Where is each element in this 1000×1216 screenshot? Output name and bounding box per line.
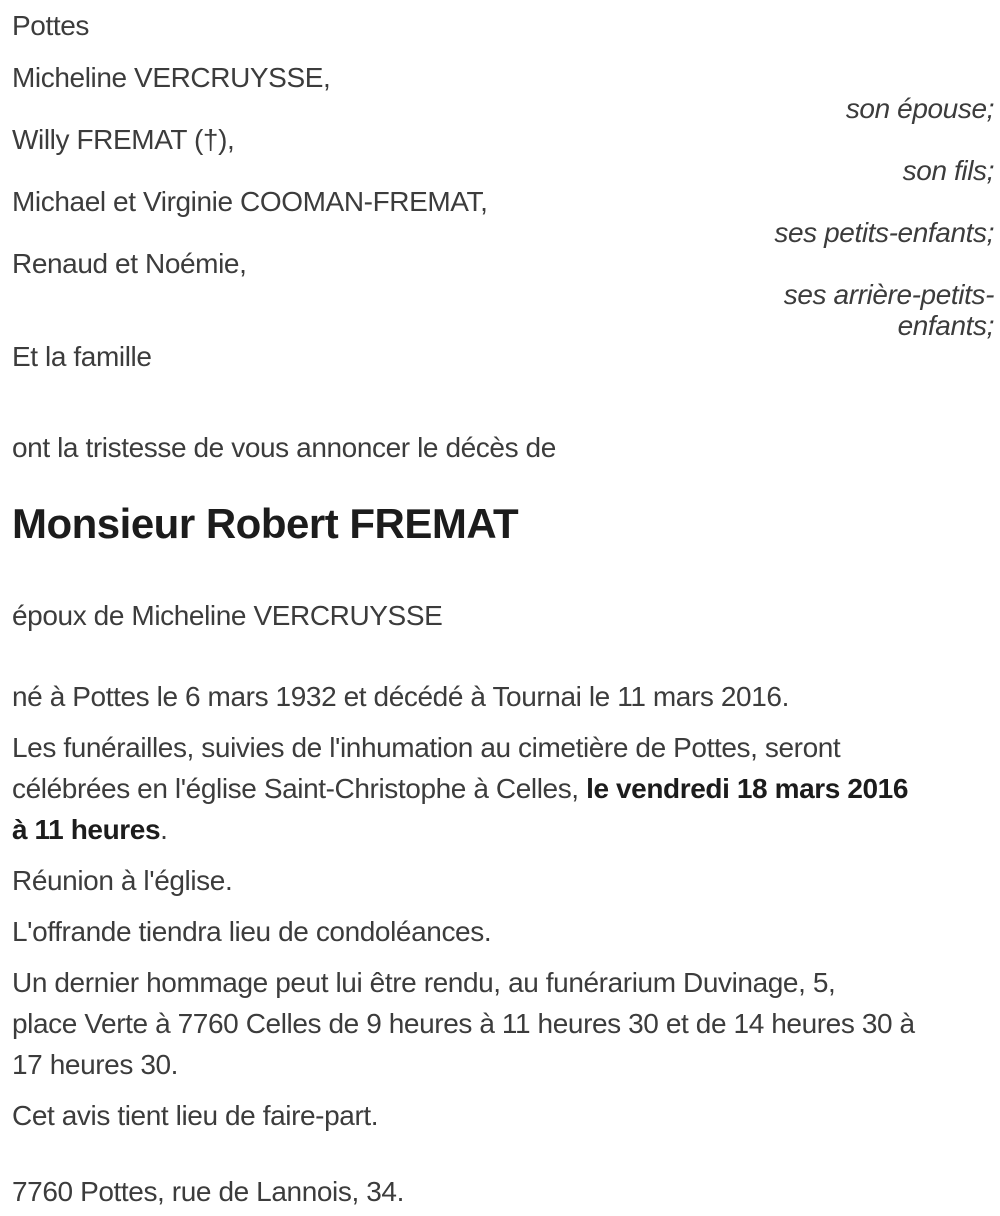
funeral-line-2-text: célébrées en l'église Saint-Christophe à Celles,	[12, 773, 587, 804]
tribute-line-1: Un dernier hommage peut lui être rendu, au funérarium Duvinage, 5,	[12, 967, 836, 998]
birth-death-line: né à Pottes le 6 mars 1932 et décédé à Tournai le 11 mars 2016.	[12, 681, 789, 712]
relation-label: son épouse;	[845, 93, 994, 124]
tribute-paragraph	[12, 962, 994, 1085]
relation-label: enfants;	[897, 310, 994, 341]
funeral-line-2	[12, 768, 994, 809]
funeral-date-bold: le vendredi 18 mars 2016	[586, 773, 909, 804]
relation-label: ses petits-enfants;	[774, 217, 994, 248]
family-list	[12, 62, 994, 372]
relation-label: son fils;	[902, 155, 994, 186]
funeral-line-1: Les funérailles, suivies de l'inhumation au cimetière de Pottes, seront	[12, 732, 841, 763]
city-line: Pottes	[12, 10, 89, 41]
family-member-names: Willy FREMAT (†),	[12, 124, 235, 155]
funeral-time-bold: à 11 heures	[12, 814, 161, 845]
relation-label: ses arrière-petits-	[783, 279, 994, 310]
notice-line: Cet avis tient lieu de faire-part.	[12, 1100, 379, 1131]
tribute-line-3: 17 heures 30.	[12, 1049, 179, 1080]
family-member-names: Michael et Virginie COOMAN-FREMAT,	[12, 186, 488, 217]
tribute-line-2: place Verte à 7760 Celles de 9 heures à 11 heures 30 et de 14 heures 30 à	[12, 1008, 915, 1039]
family-entry	[12, 62, 994, 124]
announcement-line: ont la tristesse de vous annoncer le décès de	[12, 432, 556, 463]
funeral-paragraph	[12, 727, 994, 850]
family-member-names: Renaud et Noémie,	[12, 248, 247, 279]
funeral-line-3-end: .	[160, 814, 168, 845]
family-entry	[12, 124, 994, 186]
family-entry	[12, 186, 994, 248]
address-line: 7760 Pottes, rue de Lannois, 34.	[12, 1176, 404, 1207]
spouse-line: époux de Micheline VERCRUYSSE	[12, 600, 443, 631]
meeting-line: Réunion à l'église.	[12, 865, 233, 896]
funeral-line-3	[12, 809, 994, 850]
deceased-name-heading: Monsieur Robert FREMAT	[12, 500, 519, 547]
family-member-names: Et la famille	[12, 341, 152, 372]
offering-line: L'offrande tiendra lieu de condoléances.	[12, 916, 492, 947]
family-entry	[12, 248, 994, 341]
family-entry	[12, 341, 994, 372]
family-member-names: Micheline VERCRUYSSE,	[12, 62, 331, 93]
